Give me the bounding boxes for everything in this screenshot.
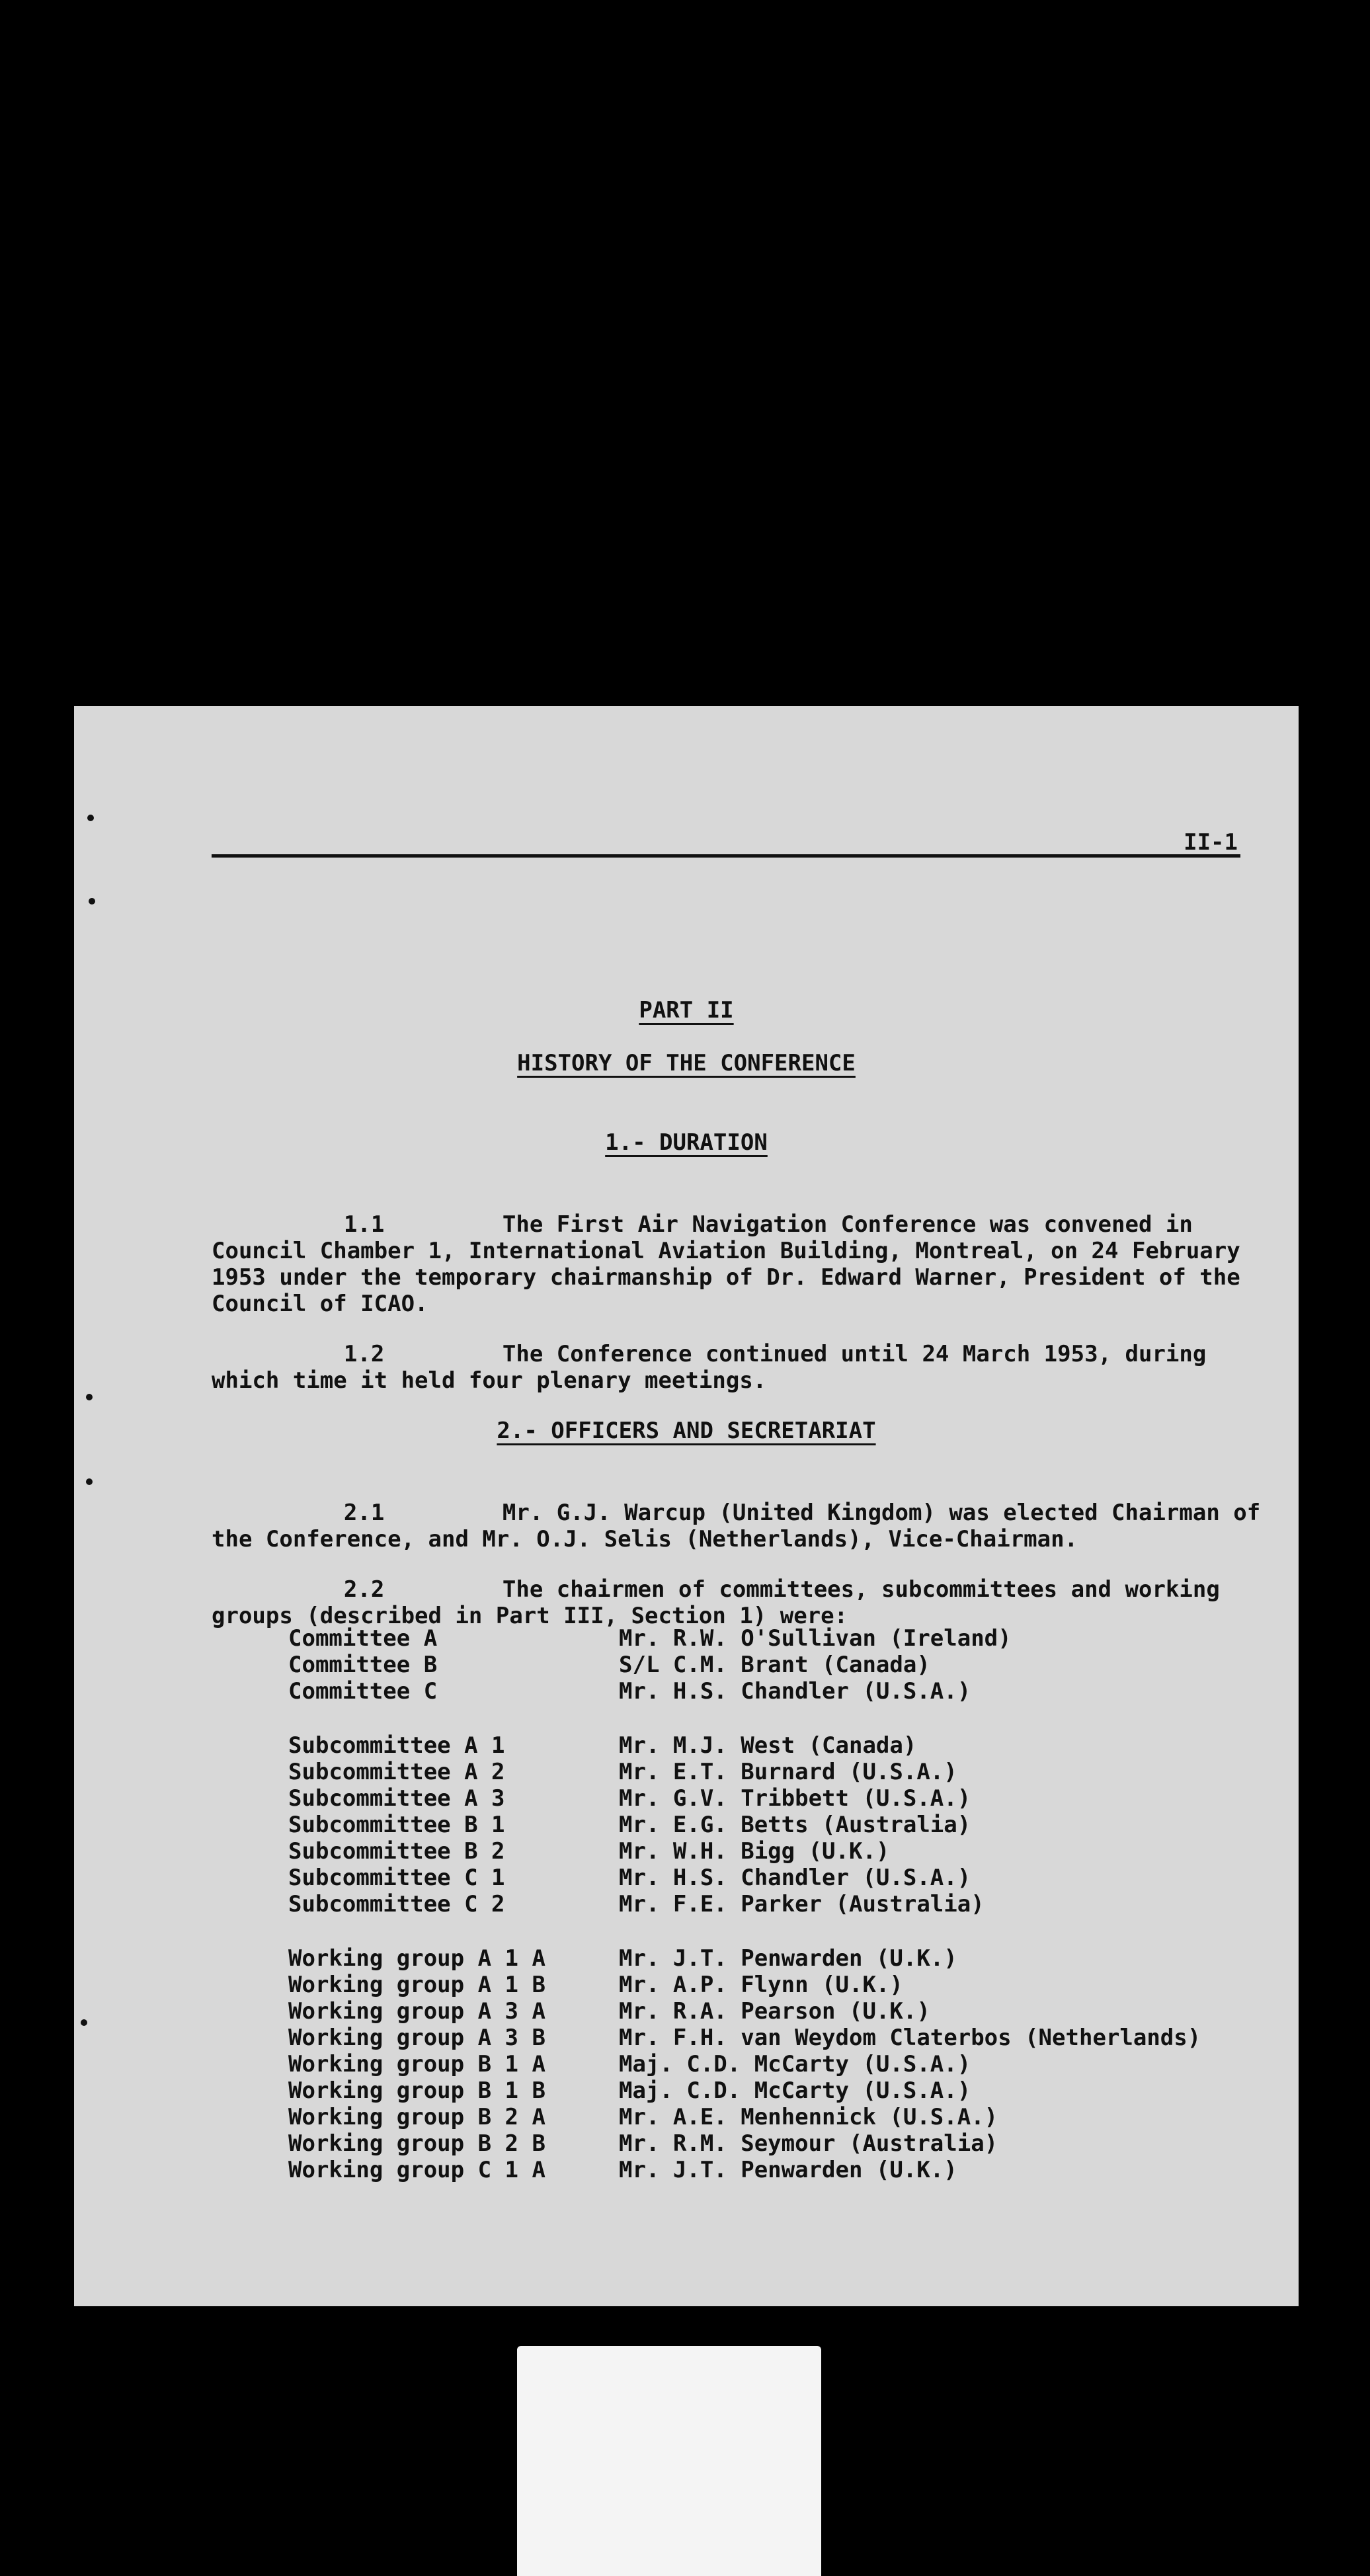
list-item: [288, 1972, 1201, 1998]
chairman-name: Mr. W.H. Bigg (U.K.): [619, 1838, 890, 1865]
chairman-name: Mr. E.G. Betts (Australia): [619, 1812, 971, 1838]
chairman-name: Mr. R.M. Seymour (Australia): [619, 2130, 998, 2157]
role: Subcommittee C 2: [288, 1891, 505, 1917]
list-item: [288, 1678, 1201, 1705]
role: Working group A 1 B: [288, 1972, 545, 1998]
list-item: [288, 2104, 1201, 2130]
list-item: [288, 1865, 1201, 1891]
paragraph-number: 2.1: [343, 1500, 385, 1526]
margin-mark: [86, 1394, 93, 1400]
document-page: [74, 706, 1299, 2306]
role: Subcommittee B 2: [288, 1838, 505, 1865]
list-item: [288, 1838, 1201, 1865]
chairman-name: Maj. C.D. McCarty (U.S.A.): [619, 2051, 971, 2077]
role: Working group C 1 A: [288, 2157, 545, 2183]
paragraph-number: 2.2: [343, 1576, 385, 1603]
chairman-name: Mr. E.T. Burnard (U.S.A.): [619, 1759, 957, 1785]
chairman-name: Mr. J.T. Penwarden (U.K.): [619, 1945, 957, 1972]
list-item: [288, 2157, 1201, 2183]
margin-mark: [81, 2019, 87, 2026]
role: Committee A: [288, 1625, 438, 1652]
list-item: [288, 2025, 1201, 2051]
part-title: PART II: [639, 997, 734, 1024]
list-item: [288, 2051, 1201, 2077]
chairman-name: Mr. J.T. Penwarden (U.K.): [619, 2157, 957, 2183]
list-item: [288, 1891, 1201, 1917]
role: Working group A 1 A: [288, 1945, 545, 1972]
list-item: [288, 1998, 1201, 2025]
list-item: [288, 1812, 1201, 1838]
chairman-name: Mr. A.E. Menhennick (U.S.A.): [619, 2104, 998, 2130]
chairman-name: Mr. M.J. West (Canada): [619, 1732, 917, 1759]
section-1-heading: 1.- DURATION: [605, 1129, 768, 1156]
role: Subcommittee A 3: [288, 1785, 505, 1812]
paragraph-text: The chairmen of committees, subcommittees and working groups (described in Part III, Section 1) were:: [212, 1576, 1234, 1629]
list-item: [288, 1625, 1201, 1652]
section-2-heading: 2.- OFFICERS AND SECRETARIAT: [497, 1418, 876, 1444]
list-item: [288, 1732, 1201, 1759]
role: Working group B 2 B: [288, 2130, 545, 2157]
header-rule: [212, 854, 1240, 858]
paragraph-text: The First Air Navigation Conference was convened in Council Chamber 1, International Aviation Building, Montreal, on 24 February 1953 under the temporary chairmanship of Dr. Edward Warner, President of the Council of ICAO.: [212, 1211, 1254, 1317]
role: Subcommittee C 1: [288, 1865, 505, 1891]
chairman-name: Mr. R.A. Pearson (U.K.): [619, 1998, 930, 2025]
role: Subcommittee A 2: [288, 1759, 505, 1785]
list-item: [288, 2077, 1201, 2104]
chairman-name: S/L C.M. Brant (Canada): [619, 1652, 930, 1678]
paragraph-number: 1.2: [343, 1341, 385, 1367]
role: Subcommittee A 1: [288, 1732, 505, 1759]
role: Working group B 1 B: [288, 2077, 545, 2104]
margin-mark: [89, 898, 95, 905]
chairman-name: Maj. C.D. McCarty (U.S.A.): [619, 2077, 971, 2104]
chairman-name: Mr. R.W. O'Sullivan (Ireland): [619, 1625, 1012, 1652]
blank-card: [517, 2346, 821, 2576]
role: Working group B 1 A: [288, 2051, 545, 2077]
role: Working group A 3 B: [288, 2025, 545, 2051]
list-item: [288, 1785, 1201, 1812]
list-item: [288, 2130, 1201, 2157]
role: Committee B: [288, 1652, 438, 1678]
chairman-name: Mr. G.V. Tribbett (U.S.A.): [619, 1785, 971, 1812]
role: Subcommittee B 1: [288, 1812, 505, 1838]
role: Committee C: [288, 1678, 438, 1705]
list-item: [288, 1652, 1201, 1678]
list-item: [288, 1945, 1201, 1972]
chairman-name: Mr. F.H. van Weydom Claterbos (Netherlands): [619, 2025, 1201, 2051]
page-number: II-1: [1184, 829, 1238, 856]
part-subtitle: HISTORY OF THE CONFERENCE: [517, 1050, 856, 1076]
paragraph-text: Mr. G.J. Warcup (United Kingdom) was elected Chairman of the Conference, and Mr. O.J. Selis (Netherlands), Vice-Chairman.: [212, 1500, 1274, 1552]
chairman-name: Mr. H.S. Chandler (U.S.A.): [619, 1678, 971, 1705]
paragraph-1-2: [212, 1314, 1269, 1420]
list-item: [288, 1759, 1201, 1785]
chairman-name: Mr. A.P. Flynn (U.K.): [619, 1972, 903, 1998]
paragraph-text: The Conference continued until 24 March 1953, during which time it held four plenary meetings.: [212, 1341, 1220, 1394]
chairmen-list: [288, 1625, 1201, 2183]
margin-mark: [87, 815, 94, 821]
margin-mark: [86, 1478, 93, 1485]
chairman-name: Mr. F.E. Parker (Australia): [619, 1891, 985, 1917]
paragraph-number: 1.1: [343, 1211, 385, 1238]
chairman-name: Mr. H.S. Chandler (U.S.A.): [619, 1865, 971, 1891]
role: Working group A 3 A: [288, 1998, 545, 2025]
role: Working group B 2 A: [288, 2104, 545, 2130]
